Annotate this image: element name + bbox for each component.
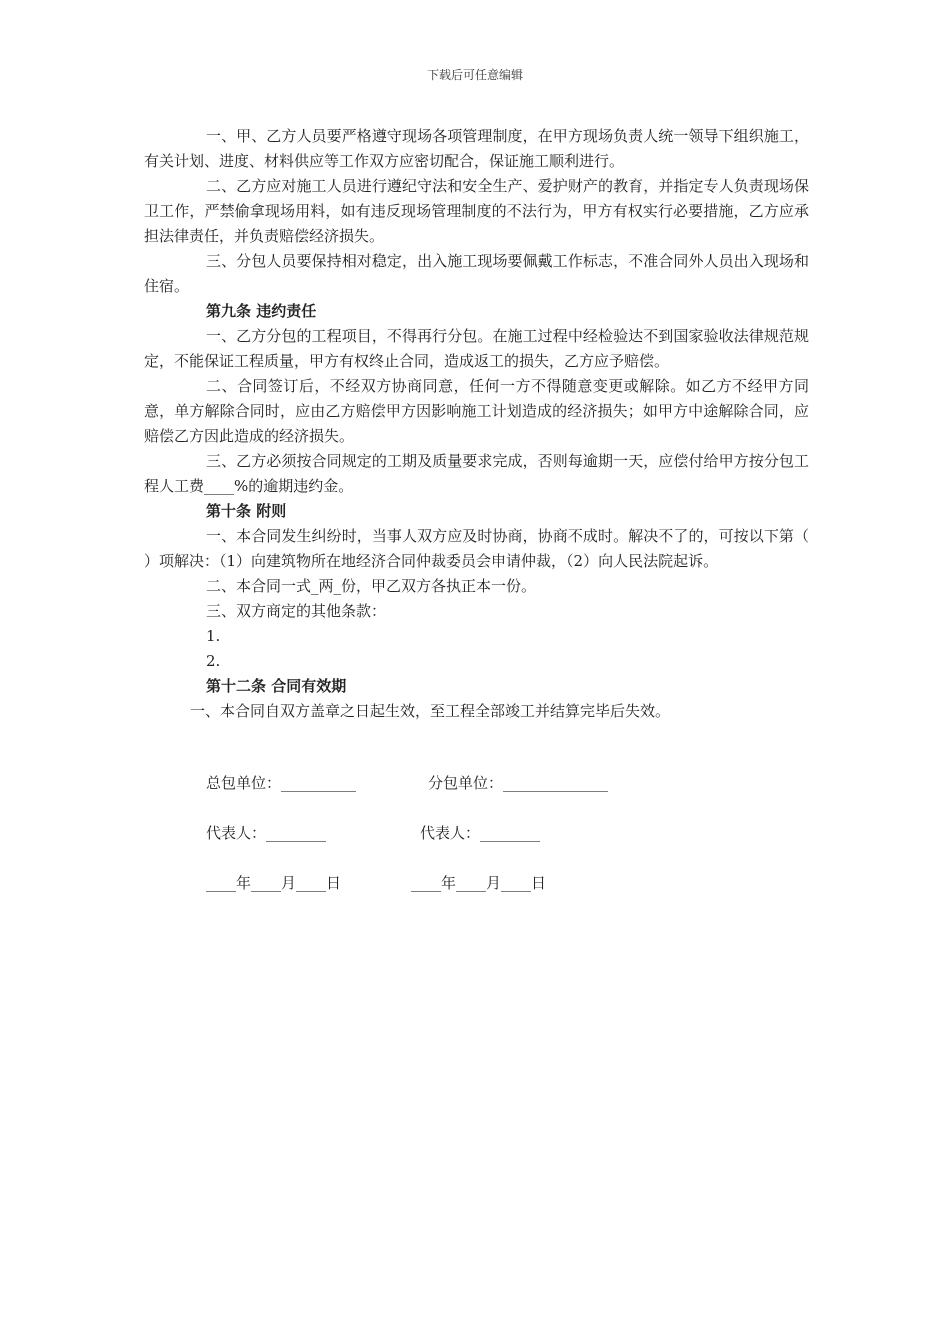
date-left: ____年____月____日 bbox=[206, 874, 342, 892]
page-header: 下载后可任意编辑 bbox=[426, 68, 523, 82]
date-right: ____年____月____日 bbox=[411, 874, 547, 892]
signature-row-dates bbox=[206, 872, 546, 894]
paragraph: 一、本合同自双方盖章之日起生效，至工程全部竣工并结算完毕后失效。 bbox=[190, 702, 671, 720]
paragraph: 一、甲、乙方人员要严格遵守现场各项管理制度，在甲方现场负责人统一领导下组织施工，有关计划、进度、材料供应等工作双方应密切配合，保证施工顺利进行。 bbox=[144, 127, 809, 170]
subcontractor-signature: 分包单位：______________ bbox=[428, 774, 609, 792]
paragraph: 三、分包人员要保持相对稳定，出入施工现场要佩戴工作标志，不准合同外人员出入现场和住宿。 bbox=[144, 252, 809, 295]
signature-row-units bbox=[206, 772, 608, 794]
list-item: 2. bbox=[206, 652, 221, 670]
paragraph: 二、本合同一式_两_份，甲乙双方各执正本一份。 bbox=[206, 577, 537, 595]
article-12-title: 第十二条 合同有效期 bbox=[206, 677, 347, 695]
representative-right: 代表人：________ bbox=[420, 824, 541, 842]
list-item: 1. bbox=[206, 627, 221, 645]
paragraph: 三、乙方必须按合同规定的工期及质量要求完成，否则每逾期一天，应偿付给甲方按分包工程人工费____%的逾期违约金。 bbox=[144, 452, 809, 495]
paragraph: 二、乙方应对施工人员进行遵纪守法和安全生产、爱护财产的教育，并指定专人负责现场保卫工作，严禁偷拿现场用料，如有违反现场管理制度的不法行为，甲方有权实行必要措施，乙方应承担法律责任，并负责赔偿经济损失。 bbox=[144, 177, 809, 245]
contract-body bbox=[144, 124, 809, 724]
representative-left: 代表人：________ bbox=[206, 824, 327, 842]
paragraph: 二、合同签订后，不经双方协商同意，任何一方不得随意变更或解除。如乙方不经甲方同意，单方解除合同时，应由乙方赔偿甲方因影响施工计划造成的经济损失；如甲方中途解除合同，应赔偿乙方因此造成的经济损失。 bbox=[144, 377, 809, 445]
signature-row-reps bbox=[206, 822, 540, 844]
paragraph: 一、本合同发生纠纷时，当事人双方应及时协商，协商不成时。解决不了的，可按以下第（ ）项解决：（1）向建筑物所在地经济合同仲裁委员会申请仲裁，（2）向人民法院起诉。 bbox=[144, 527, 809, 570]
paragraph: 一、乙方分包的工程项目，不得再行分包。在施工过程中经检验达不到国家验收法律规范规定，不能保证工程质量，甲方有权终止合同，造成返工的损失，乙方应予赔偿。 bbox=[144, 327, 809, 370]
article-9-title: 第九条 违约责任 bbox=[206, 302, 317, 320]
article-10-title: 第十条 附则 bbox=[206, 502, 287, 520]
paragraph: 三、双方商定的其他条款： bbox=[206, 602, 387, 620]
contractor-signature: 总包单位：__________ bbox=[206, 774, 357, 792]
